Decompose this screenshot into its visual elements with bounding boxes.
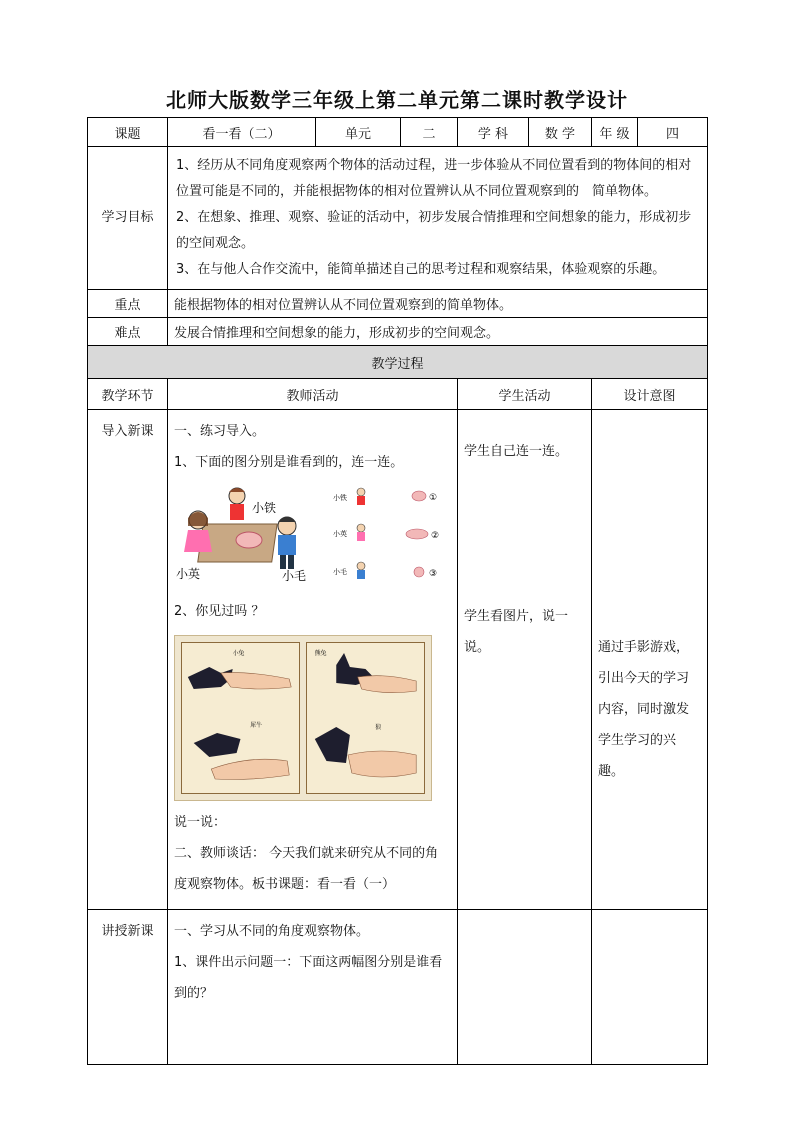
design-intent-text: 通过手影游戏，引出今天的学习内容，同时激发学生学习的兴趣。 xyxy=(598,640,690,779)
teacher-line: 说一说： xyxy=(174,815,227,830)
col-student: 学生活动 xyxy=(458,379,592,410)
match-name: 小铁 xyxy=(333,494,347,502)
subject-value: 数 学 xyxy=(529,118,592,147)
teacher-line: 1、课件出示问题一：下面这两幅图分别是谁看到的？ xyxy=(174,955,443,1001)
unit-value: 二 xyxy=(401,118,458,147)
student-cell xyxy=(458,410,592,910)
hand-shadow-illustration xyxy=(182,643,299,793)
goals-content xyxy=(168,147,708,290)
stage-cell: 讲授新课 xyxy=(88,910,168,1065)
teacher-line: 一、练习导入。 xyxy=(174,424,266,439)
stage-cell: 导入新课 xyxy=(88,410,168,910)
teacher-line: 1、下面的图分别是谁看到的，连一连。 xyxy=(174,455,404,470)
header-row xyxy=(88,118,708,147)
hand-shadow-illustration xyxy=(307,643,424,793)
goal-item: 2、在想象、推理、观察、验证的活动中，初步发展合情推理和空间想象的能力，形成初步的空间观念。 xyxy=(176,210,692,251)
topic-value: 看一看（二） xyxy=(168,118,316,147)
process-band xyxy=(88,346,708,379)
matching-exercise xyxy=(174,482,451,590)
match-name: 小英 xyxy=(333,530,347,538)
match-number: ① xyxy=(429,493,438,503)
key-point-row xyxy=(88,290,708,318)
goals-row xyxy=(88,147,708,290)
columns-row xyxy=(88,379,708,410)
goal-item: 3、在与他人合作交流中，能简单描述自己的思考过程和观察结果，体验观察的乐趣。 xyxy=(176,262,666,277)
match-name: 小毛 xyxy=(333,568,347,576)
process-title: 教学过程 xyxy=(88,346,708,379)
kid-name-label: 小毛 xyxy=(282,569,307,582)
shadow-label: 犀牛 xyxy=(250,722,262,730)
col-teacher: 教师活动 xyxy=(168,379,458,410)
col-stage: 教学环节 xyxy=(88,379,168,410)
matching-illustration xyxy=(333,482,453,590)
unit-label: 单元 xyxy=(316,118,401,147)
teacher-line: 一、学习从不同的角度观察物体。 xyxy=(174,924,370,939)
kids-around-table-image xyxy=(174,482,319,582)
key-point-text: 能根据物体的相对位置辨认从不同位置观察到的简单物体。 xyxy=(168,290,708,318)
goal-item: 1、经历从不同角度观察两个物体的活动过程，进一步体验从不同位置看到的物体间的相对位置可能是不同的，并能根据物体的相对位置辨认从不同位置观察到的 简单物体。 xyxy=(176,158,692,199)
key-point-label: 重点 xyxy=(88,290,168,318)
student-cell xyxy=(458,910,592,1065)
student-activity-text: 学生自己连一连。 xyxy=(464,444,569,459)
teacher-cell xyxy=(168,910,458,1065)
lesson-plan-table xyxy=(87,117,708,1065)
kid-name-label: 小铁 xyxy=(252,501,277,515)
grade-value: 四 xyxy=(638,118,708,147)
col-intent: 设计意图 xyxy=(592,379,708,410)
shadow-label: 熊兔 xyxy=(314,650,327,658)
table-row xyxy=(88,910,708,1065)
teacher-line: 2、你见过吗 ？ xyxy=(174,604,265,619)
match-number: ② xyxy=(431,531,440,541)
teacher-line: 二、教师谈话： 今天我们就来研究从不同的角度观察物体。板书课题：看一看（一） xyxy=(174,846,439,892)
intent-cell xyxy=(592,910,708,1065)
subject-label: 学 科 xyxy=(458,118,529,147)
shadow-label: 小兔 xyxy=(232,650,245,658)
match-number: ③ xyxy=(429,569,438,579)
difficulty-label: 难点 xyxy=(88,318,168,346)
kids-illustration xyxy=(174,482,319,582)
difficulty-row xyxy=(88,318,708,346)
goals-label: 学习目标 xyxy=(88,147,168,290)
teacher-cell xyxy=(168,410,458,910)
grade-label: 年 级 xyxy=(592,118,638,147)
table-row xyxy=(88,410,708,910)
kid-name-label: 小英 xyxy=(176,567,201,581)
intent-cell xyxy=(592,410,708,910)
difficulty-text: 发展合情推理和空间想象的能力，形成初步的空间观念。 xyxy=(168,318,708,346)
student-activity-text: 学生看图片，说一说。 xyxy=(464,609,569,655)
view-matching-image xyxy=(333,482,453,590)
shadow-label: 狼 xyxy=(375,724,382,732)
document-title: 北师大版数学三年级上第二单元第二课时教学设计 xyxy=(166,88,628,112)
shadow-panel-left xyxy=(181,642,300,794)
topic-label: 课题 xyxy=(88,118,168,147)
hand-shadow-image xyxy=(174,635,432,801)
shadow-panel-right xyxy=(306,642,425,794)
